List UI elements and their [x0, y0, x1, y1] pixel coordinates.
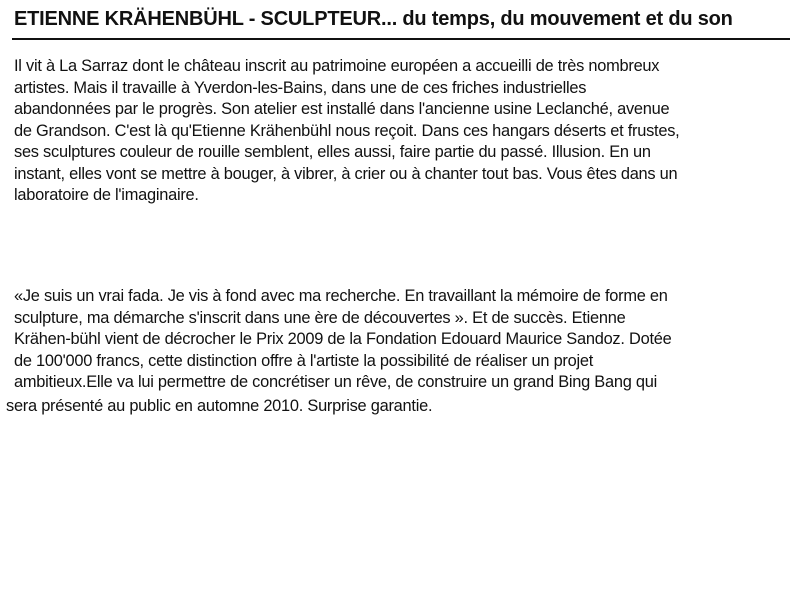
paragraph-line: sera présenté au public en automne 2010. Surprise garantie.	[6, 396, 433, 415]
headline-rule	[12, 38, 790, 40]
paragraph-line: Il vit à La Sarraz dont le château inscrit au patrimoine européen a accueilli de très nombreux	[14, 57, 660, 75]
paragraph-line: instant, elles vont se mettre à bouger, à vibrer, à crier ou à chanter tout bas. Vous êtes dans un	[14, 164, 678, 183]
paragraph-line: sculpture, ma démarche s'inscrit dans une ère de découvertes ». Et de succès. Etienne	[14, 308, 626, 327]
article-paragraph-1	[14, 56, 679, 207]
paragraph-line: artistes. Mais il travaille à Yverdon-les-Bains, dans une de ces friches industrielles	[14, 78, 587, 97]
paragraph-line: de Grandson. C'est là qu'Etienne Krähenbühl nous reçoit. Dans ces hangars déserts et frustes,	[14, 121, 680, 140]
paragraph-line: laboratoire de l'imaginaire.	[14, 186, 199, 204]
paragraph-line: abandonnées par le progrès. Son atelier est installé dans l'ancienne usine Leclanché, avenue	[14, 100, 670, 118]
paragraph-line: ses sculptures couleur de rouille semblent, elles aussi, faire partie du passé. Illusion. En un	[14, 143, 651, 161]
paragraph-line: de 100'000 francs, cette distinction offre à l'artiste la possibilité de réaliser un projet	[14, 351, 594, 370]
paragraph-line: Krähen-bühl vient de décrocher le Prix 2009 de la Fondation Edouard Maurice Sandoz. Dotée	[14, 330, 672, 348]
paragraph-line: ambitieux.Elle va lui permettre de concrétiser un rêve, de construire un grand Bing Bang qui	[14, 373, 658, 391]
article-paragraph-2	[6, 286, 672, 417]
paragraph-line: «Je suis un vrai fada. Je vis à fond avec ma recherche. En travaillant la mémoire de forme en	[14, 287, 668, 305]
article-headline: ETIENNE KRÄHENBÜHL - SCULPTEUR... du temps, du mouvement et du son	[14, 8, 733, 30]
